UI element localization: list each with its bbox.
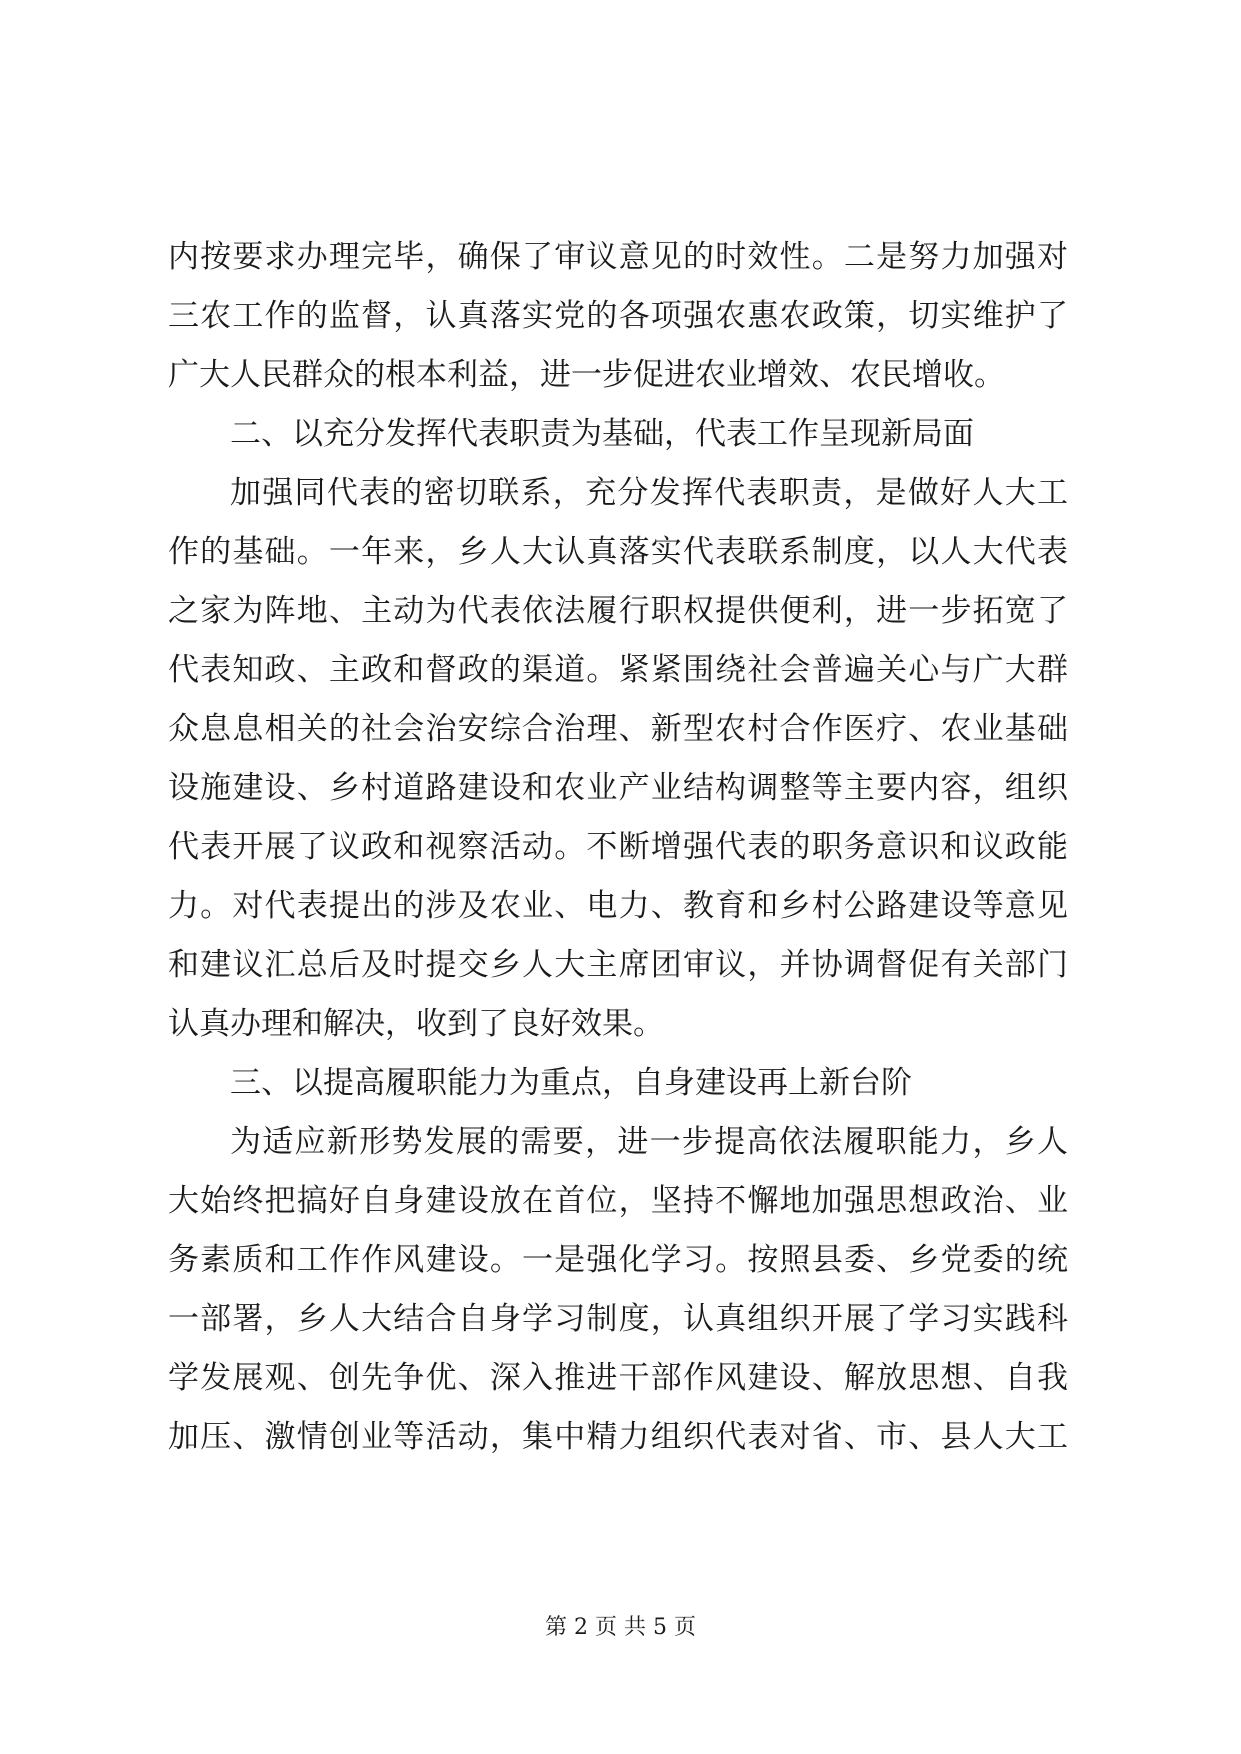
section-heading: 三、以提高履职能力为重点，自身建设再上新台阶 — [230, 1065, 912, 1101]
text-line: 内按要求办理完毕，确保了审议意见的时效性。二是努力加强对 — [168, 239, 1068, 275]
text-line: 众息息相关的社会治安综合治理、新型农村合作医疗、农业基础 — [168, 711, 1068, 747]
text-line: 加压、激情创业等活动，集中精力组织代表对省、市、县人大工 — [168, 1419, 1068, 1455]
paragraph-last-line: 认真办理和解决，收到了良好效果。 — [168, 1006, 664, 1042]
text-line: 务素质和工作作风建设。一是强化学习。按照县委、乡党委的统 — [168, 1242, 1068, 1278]
page-number: 第 2 页 共 5 页 — [545, 1615, 696, 1640]
paragraph-last-line: 广大人民群众的根本利益，进一步促进农业增效、农民增收。 — [168, 357, 1005, 393]
text-line: 之家为阵地、主动为代表依法履行职权提供便利，进一步拓宽了 — [168, 593, 1068, 629]
text-line: 大始终把搞好自身建设放在首位，坚持不懈地加强思想政治、业 — [168, 1183, 1068, 1219]
paragraph-first-line: 为适应新形势发展的需要，进一步提高依法履职能力，乡人 — [230, 1124, 1068, 1160]
text-line: 作的基础。一年来，乡人大认真落实代表联系制度，以人大代表 — [168, 534, 1068, 570]
text-line: 和建议汇总后及时提交乡人大主席团审议，并协调督促有关部门 — [168, 947, 1068, 983]
paragraph-first-line: 加强同代表的密切联系，充分发挥代表职责，是做好人大工 — [230, 475, 1068, 511]
text-line: 设施建设、乡村道路建设和农业产业结构调整等主要内容，组织 — [168, 770, 1068, 806]
text-line: 一部署，乡人大结合自身学习制度，认真组织开展了学习实践科 — [168, 1301, 1068, 1337]
text-line: 代表开展了议政和视察活动。不断增强代表的职务意识和议政能 — [168, 829, 1068, 865]
text-line: 代表知政、主政和督政的渠道。紧紧围绕社会普遍关心与广大群 — [168, 652, 1068, 688]
section-heading: 二、以充分发挥代表职责为基础，代表工作呈现新局面 — [230, 416, 974, 452]
text-line: 三农工作的监督，认真落实党的各项强农惠农政策，切实维护了 — [168, 298, 1068, 334]
text-line: 力。对代表提出的涉及农业、电力、教育和乡村公路建设等意见 — [168, 888, 1068, 924]
text-line: 学发展观、创先争优、深入推进干部作风建设、解放思想、自我 — [168, 1360, 1068, 1396]
body-text — [168, 228, 1068, 1467]
